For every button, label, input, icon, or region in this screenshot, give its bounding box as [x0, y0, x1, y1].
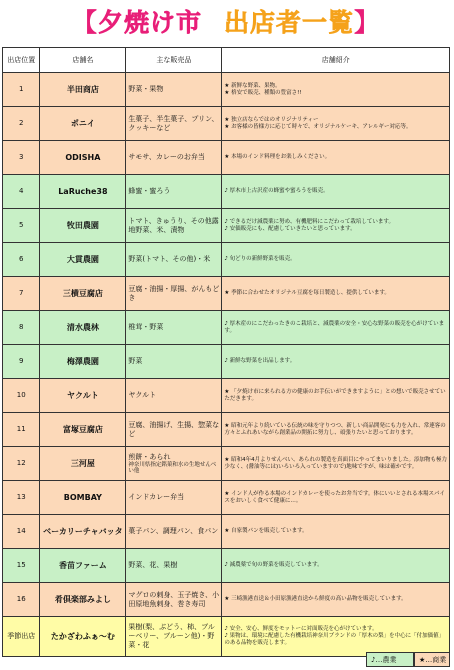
row-shop-name: たかざわふぁ～む — [40, 617, 126, 657]
table-row — [3, 413, 450, 447]
row-position: 6 — [3, 243, 40, 277]
row-products — [126, 345, 222, 379]
row-shop-name: 三横豆腐店 — [40, 277, 126, 311]
row-position: 季節出店 — [3, 617, 40, 657]
row-products — [126, 583, 222, 617]
row-position: 8 — [3, 311, 40, 345]
header-position: 出店位置 — [3, 48, 40, 73]
vendor-table — [2, 47, 450, 657]
title-open-bracket: 【 — [71, 8, 98, 37]
row-products-main: 菓子パン、調理パン、食パン — [128, 527, 219, 535]
table-row — [3, 73, 450, 107]
title-close-bracket: 】 — [354, 8, 381, 37]
row-products-main: ヤクルト — [128, 391, 157, 399]
row-products — [126, 447, 222, 481]
row-position: 10 — [3, 379, 40, 413]
row-shop-name: 梅澤農園 — [40, 345, 126, 379]
table-row — [3, 209, 450, 243]
row-shop-name: LaRuche38 — [40, 175, 126, 209]
row-description: ★ 季節に合わせたオリジナル豆腐を毎日製造し、提供しています。 — [222, 277, 450, 311]
table-row — [3, 141, 450, 175]
row-description: ♪ 厚木市上古沢産の蜂蜜や蜜ろうを販売。 — [222, 175, 450, 209]
table-header-row — [3, 48, 450, 73]
row-shop-name: ベーカリーチャバッタ — [40, 515, 126, 549]
row-shop-name: ヤクルト — [40, 379, 126, 413]
row-position: 12 — [3, 447, 40, 481]
row-shop-name: BOMBAY — [40, 481, 126, 515]
table-row — [3, 583, 450, 617]
row-description: ★ 自家製パンを販売しています。 — [222, 515, 450, 549]
row-position: 11 — [3, 413, 40, 447]
row-products-main: 野菜・果物 — [128, 85, 164, 93]
row-position: 16 — [3, 583, 40, 617]
row-description: ★ 「夕焼け市に来られる方の健康のお手伝いができますように」との想いで販売させていただきます。 — [222, 379, 450, 413]
row-products — [126, 413, 222, 447]
row-position: 13 — [3, 481, 40, 515]
row-shop-name: ポニイ — [40, 107, 126, 141]
row-description: ♪ 旬どりの新鮮野菜を販売。 — [222, 243, 450, 277]
row-description: ★ 三崎漁港直送＆小田原漁港直送から鮮度の高い品物を販売しています。 — [222, 583, 450, 617]
row-description: ★ 本場のインド料理をお楽しみください。 — [222, 141, 450, 175]
row-products-main: 椎茸・野菜 — [128, 323, 164, 331]
row-description: ★ 新鮮な野菜、果物。 ★ 格安で販売、種類の豊富さ!! — [222, 73, 450, 107]
row-products — [126, 107, 222, 141]
table-row — [3, 447, 450, 481]
row-products — [126, 243, 222, 277]
row-position: 9 — [3, 345, 40, 379]
row-products-main: 煎餅・あられ — [128, 452, 171, 461]
row-position: 14 — [3, 515, 40, 549]
row-products — [126, 515, 222, 549]
table-row — [3, 345, 450, 379]
row-position: 7 — [3, 277, 40, 311]
row-products-main: 野菜、花、果樹 — [128, 561, 178, 569]
row-products-main: 豆腐、油揚げ、生揚、惣菜など — [128, 420, 220, 438]
row-products-main: 蜂蜜・蜜ろう — [128, 187, 171, 195]
row-shop-name: 肴倶楽部みよし — [40, 583, 126, 617]
row-shop-name: 牧田農園 — [40, 209, 126, 243]
row-description: ★ 昭和4年4月よりせんべい、あられの製造を真面目にやってまいりました。添加物も極力少なく、(醤油等には)いろいろ入っていますので)地味ですが、味は確かです。 — [222, 447, 450, 481]
table-row — [3, 277, 450, 311]
row-position: 15 — [3, 549, 40, 583]
title-part1: 夕焼け市 — [97, 8, 202, 37]
header-shop-name: 店舗名 — [40, 48, 126, 73]
row-description: ★ 独立店ならではのオリジナリティー ★ お客様の皆様方に応じて時々で、オリジナルケーキ、アレルギー対応等。 — [222, 107, 450, 141]
header-description: 店舗紹介 — [222, 48, 450, 73]
row-description: ♪ 安全、安心、鮮度をモットーに対面販売を心がけています。 ♪ 果物は、環境に配慮した有機栽培神奈川ブランドの「厚木の梨」を中心に「付加価値」のある品物を販売します。 — [222, 617, 450, 657]
row-products-main: 果樹(梨、ぶどう、柿、ブルーベリー、ブルーン他)・野菜・花 — [128, 623, 215, 649]
row-shop-name: 大貫農園 — [40, 243, 126, 277]
table-row — [3, 379, 450, 413]
row-products — [126, 311, 222, 345]
page-title — [6, 3, 446, 39]
header-products: 主な販売品 — [126, 48, 222, 73]
row-shop-name: 三河屋 — [40, 447, 126, 481]
legend-shop: ★…商業 — [414, 652, 450, 667]
row-products — [126, 617, 222, 657]
row-products — [126, 209, 222, 243]
row-products — [126, 481, 222, 515]
table-row — [3, 311, 450, 345]
row-products-sub: 神奈川県指定銘菓和水の生地せんべい他 — [128, 461, 217, 474]
row-products — [126, 73, 222, 107]
row-products-main: トマト、きゅうり、その他露地野菜、米、漬物 — [128, 216, 219, 234]
row-description: ♪ できるだけ減農薬に努め、有機肥料にこだわって栽培しています。 ♪ 安価販売にも、配慮していきたいと思っています。 — [222, 209, 450, 243]
table-row — [3, 617, 450, 657]
row-description: ♪ 新鮮な野菜を出品します。 — [222, 345, 450, 379]
row-products-main: サモサ、カレーのお弁当 — [128, 153, 205, 161]
row-products-main: インドカレー弁当 — [128, 493, 185, 501]
row-shop-name: 半田商店 — [40, 73, 126, 107]
row-description: ♪ 減農薬で旬の野菜を販売しています。 — [222, 549, 450, 583]
row-products-main: 野菜 — [128, 357, 143, 365]
row-position: 2 — [3, 107, 40, 141]
row-products-main: 野菜(トマト、その他)・米 — [128, 255, 211, 263]
table-row — [3, 549, 450, 583]
row-shop-name: 清水農林 — [40, 311, 126, 345]
row-position: 4 — [3, 175, 40, 209]
row-products-main: 生菓子、半生菓子、プリン、クッキーなど — [128, 114, 219, 132]
table-row — [3, 107, 450, 141]
table-row — [3, 515, 450, 549]
row-products — [126, 175, 222, 209]
table-row — [3, 175, 450, 209]
row-shop-name: 香苗ファーム — [40, 549, 126, 583]
row-position: 5 — [3, 209, 40, 243]
row-shop-name: 富塚豆腐店 — [40, 413, 126, 447]
row-products — [126, 379, 222, 413]
row-shop-name: ODISHA — [40, 141, 126, 175]
row-products — [126, 141, 222, 175]
table-row — [3, 481, 450, 515]
row-position: 1 — [3, 73, 40, 107]
row-position: 3 — [3, 141, 40, 175]
row-description: ♪ 厚木産のにこだわったきのこ栽培と、減農薬の安全・安心な野菜の販売を心がけています。 — [222, 311, 450, 345]
row-products — [126, 277, 222, 311]
row-products-main: 豆腐・油揚・厚揚、がんもどき — [128, 284, 220, 302]
legend-farm: ♪…農業 — [366, 652, 414, 667]
table-row — [3, 243, 450, 277]
row-products — [126, 549, 222, 583]
row-description: ★ インド人が作る本場のインドカレーを使ったお弁当です。体にいいとされる本場スパイスをおいしく食べて健康に…。 — [222, 481, 450, 515]
row-description: ★ 昭和元年より続いている伝統の味を守りつつ、新しい商品開発にも力を入れ、常連客の方々とふれあいながら創業品の開拓に努力し、頑張りたいと思っております。 — [222, 413, 450, 447]
row-products-main: マグロの刺身、玉子焼き、小田原地魚刺身、巻き寿司 — [128, 590, 220, 608]
title-part2: 出店者一覧 — [224, 8, 355, 37]
